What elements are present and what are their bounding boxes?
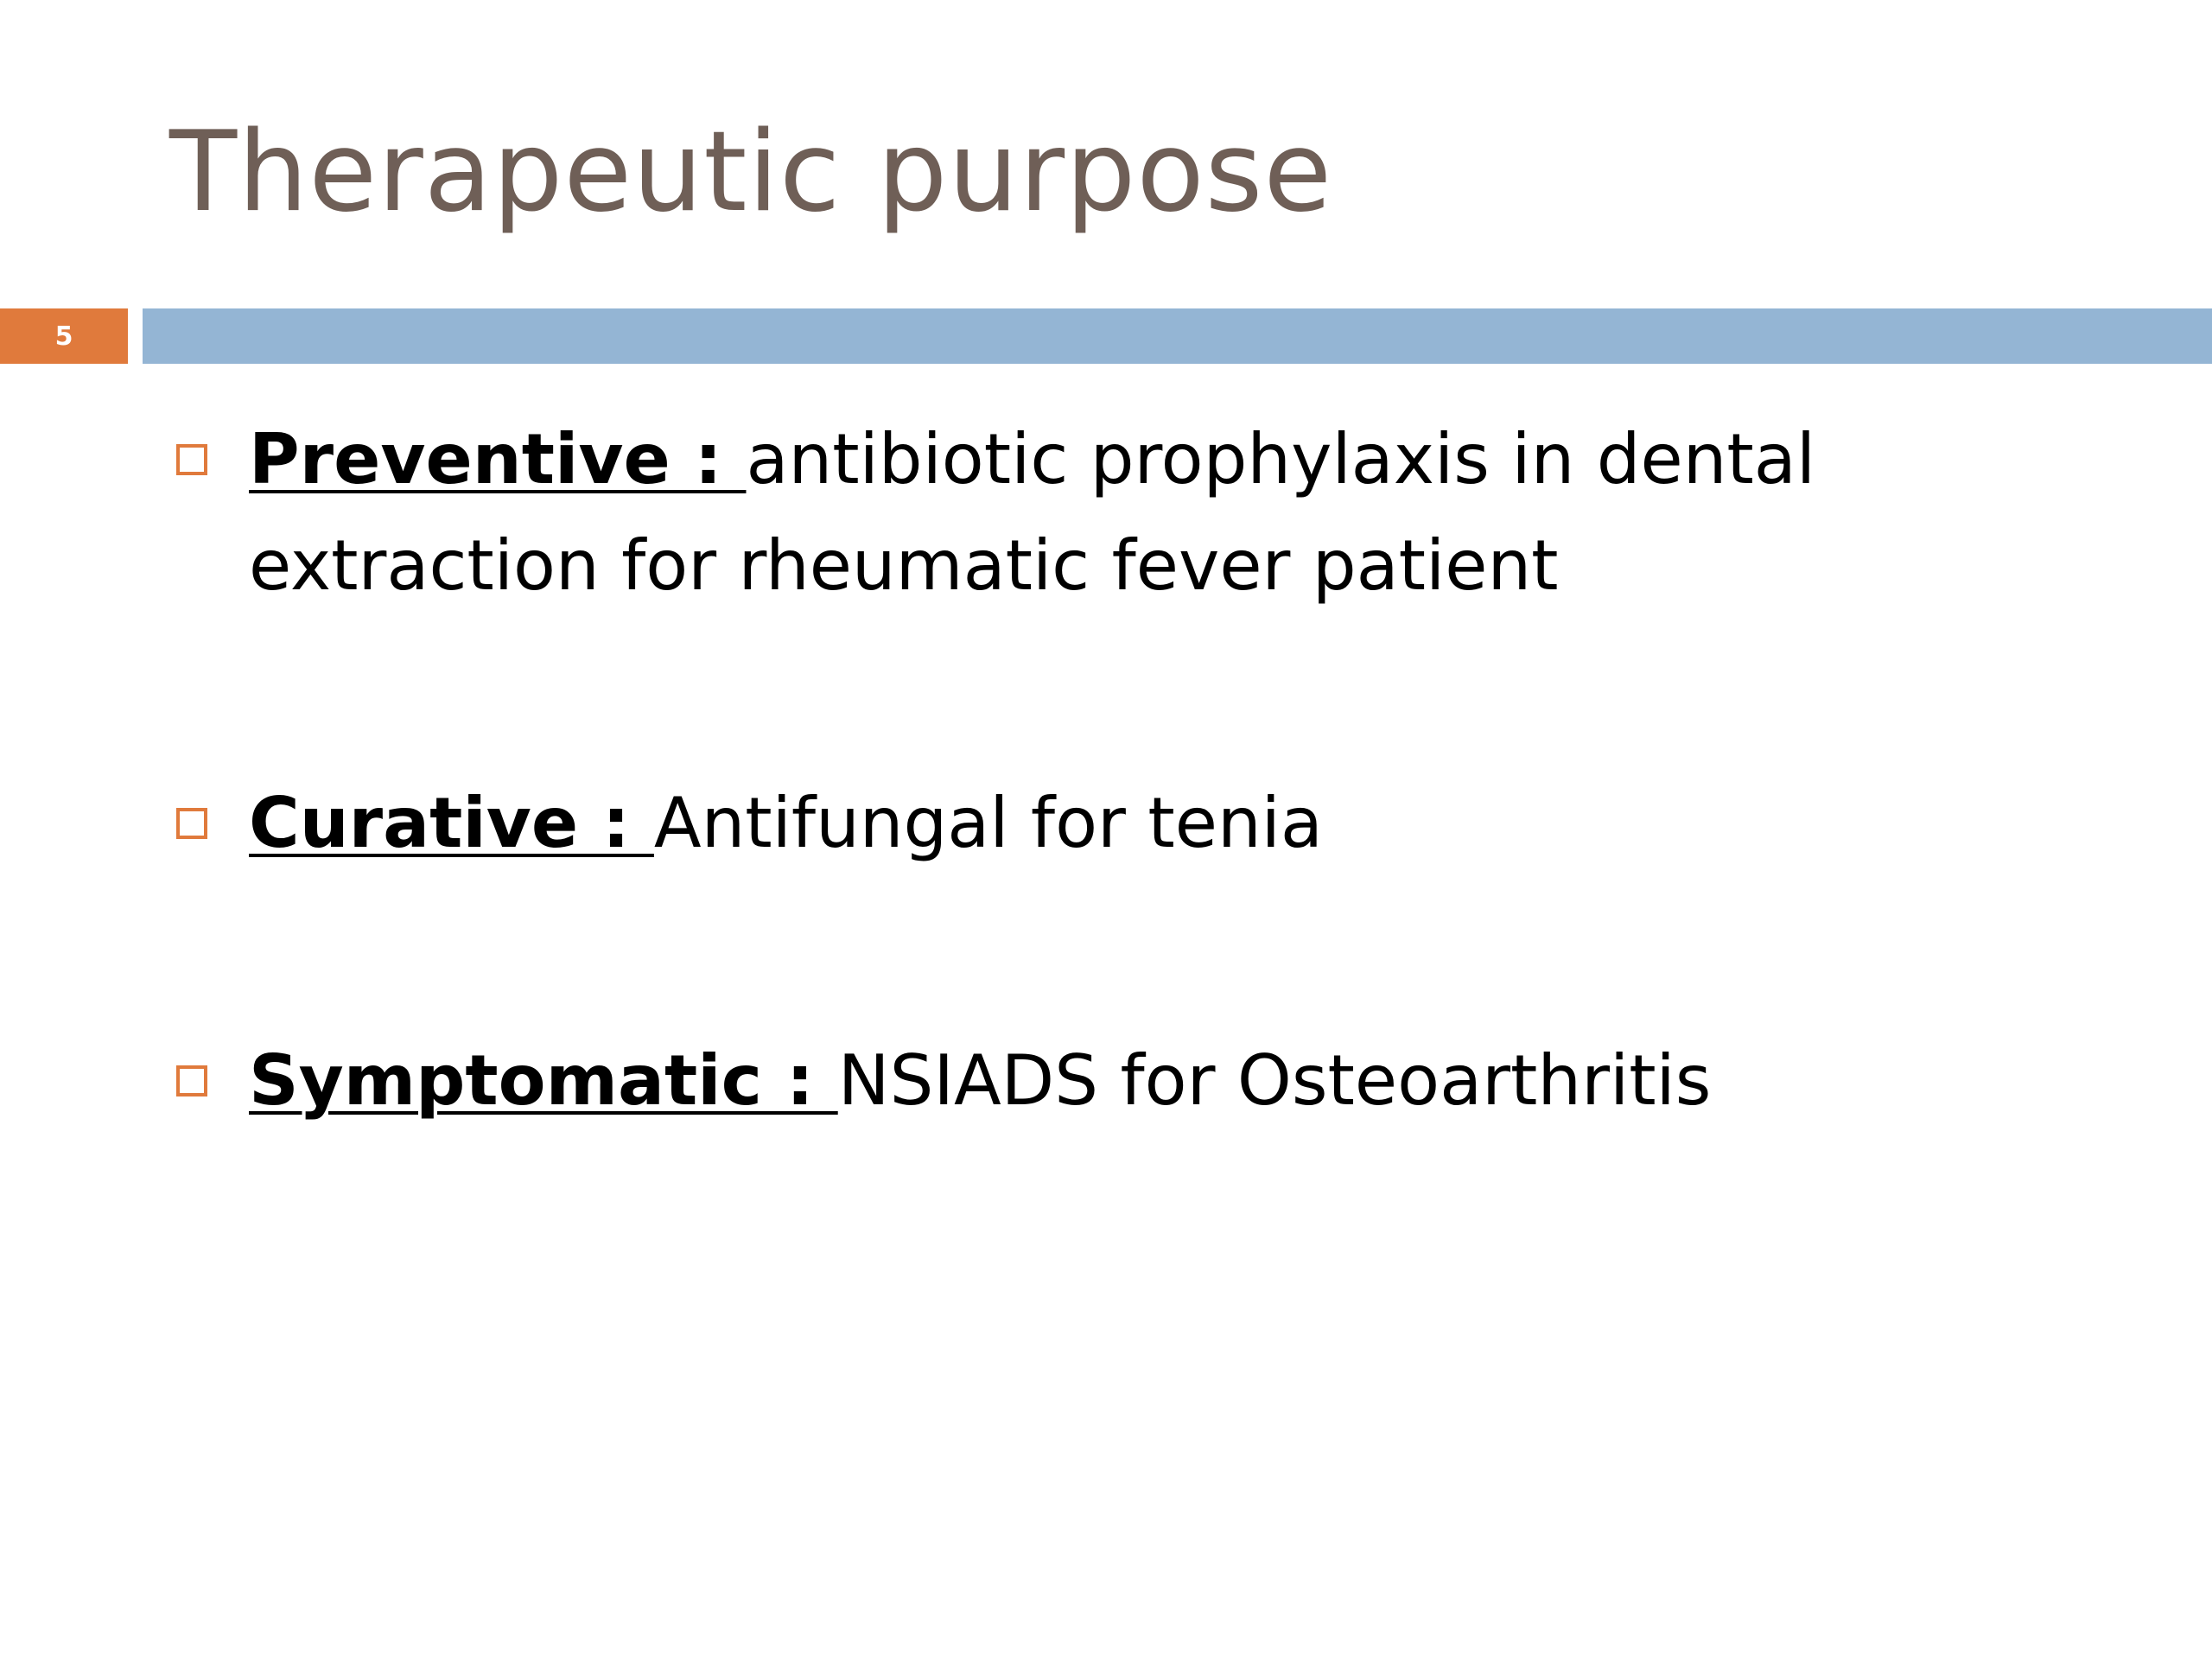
bullet-term: Curative : <box>249 783 654 863</box>
hollow-square-bullet-icon <box>176 1065 207 1096</box>
hollow-square-bullet-icon <box>176 444 207 475</box>
hollow-square-bullet-icon <box>176 808 207 839</box>
slide-number-badge <box>0 308 128 364</box>
slide-title: Therapeutic purpose <box>169 108 1333 237</box>
bullet-term: Preventive : <box>249 419 747 499</box>
bullet-item-preventive <box>169 406 1891 619</box>
bullet-text: antibiotic prophylaxis in dental extraction for rheumatic fever patient <box>249 419 1816 606</box>
bullet-list <box>169 406 2070 1285</box>
bullet-item-symptomatic <box>169 1027 2070 1134</box>
bullet-term: Symptomatic : <box>249 1040 838 1121</box>
bullet-text: Antifungal for tenia <box>653 783 1323 863</box>
bullet-text: NSIADS for Osteoarthritis <box>837 1040 1712 1121</box>
header-divider-bar <box>143 308 2212 364</box>
slide-number: 5 <box>54 321 73 352</box>
bullet-item-curative <box>169 770 2070 876</box>
